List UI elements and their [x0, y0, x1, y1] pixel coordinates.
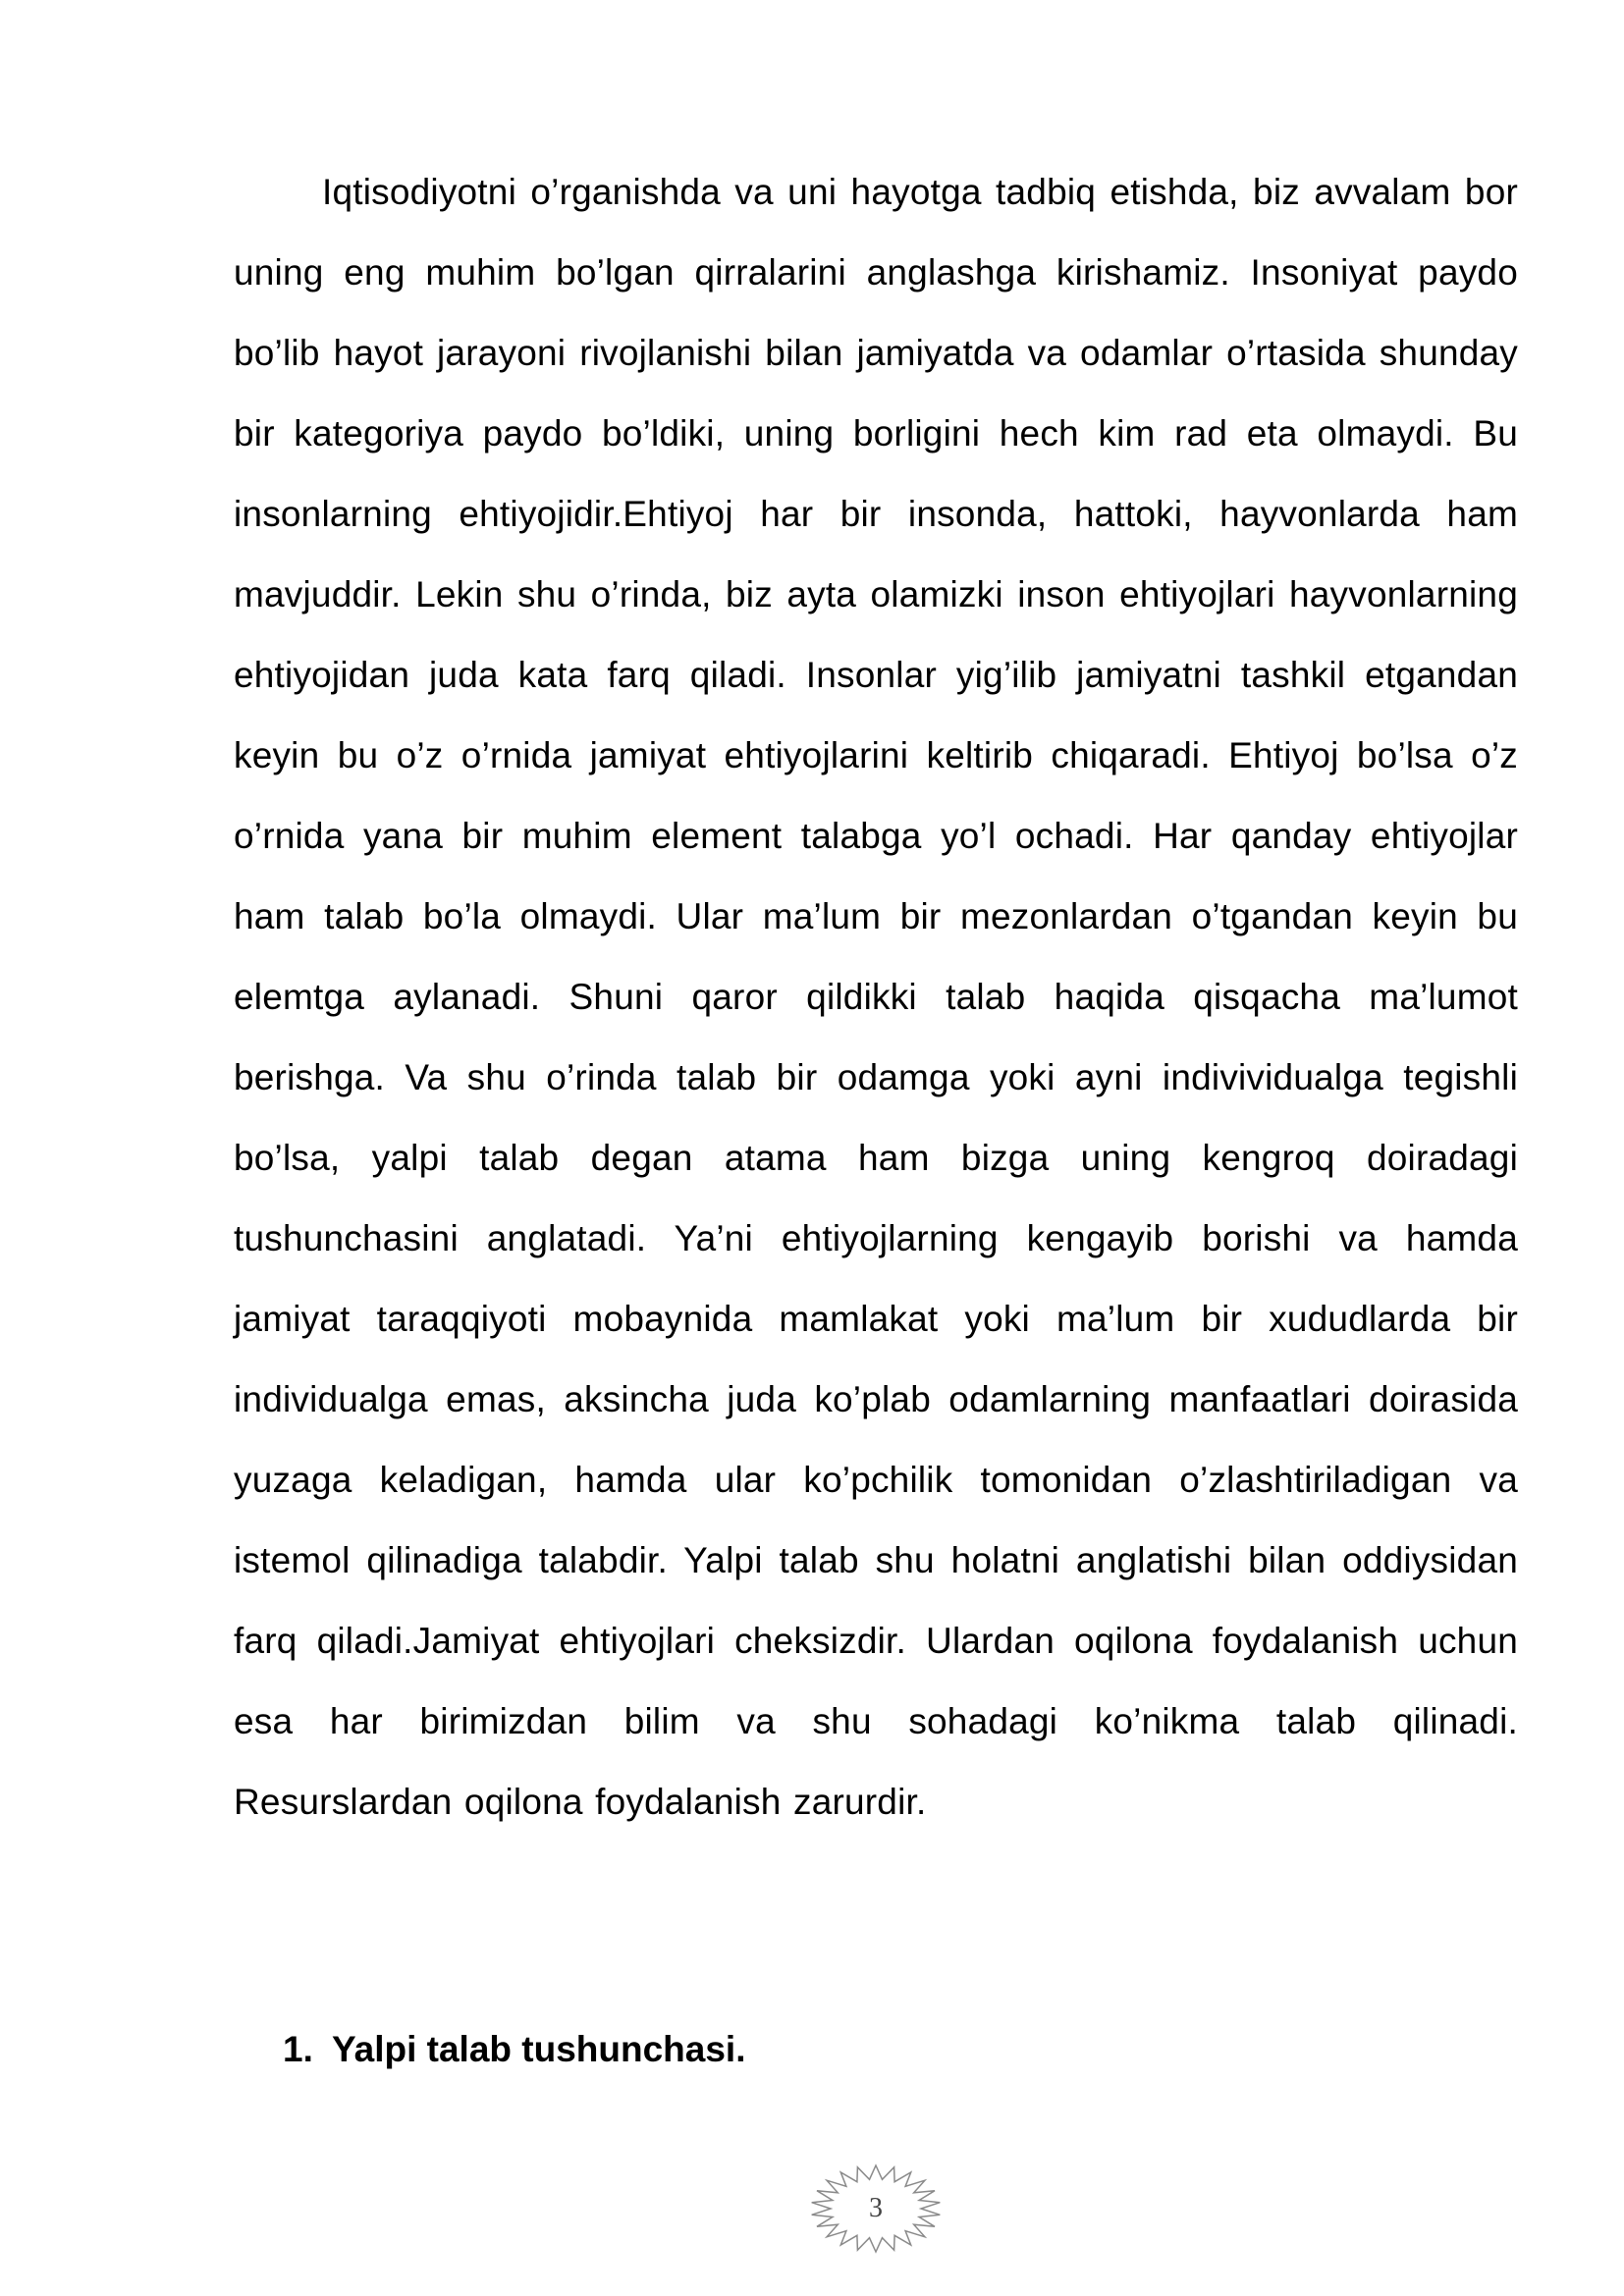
- body-paragraph: Iqtisodiyotni o’rganishda va uni hayotga tadbiq etishda, biz avvalam bor uning eng muhim bo’lgan qirralarini anglashga kirishamiz. Insoniyat paydo bo’lib hayot jarayoni rivojlanishi bilan jamiyatda va odamlar o’rtasida shunday bir kategoriya paydo bo’ldiki, uning borligini hech kim rad eta olmaydi. Bu insonlarning ehtiyojidir.Ehtiyoj har bir insonda, hattoki, hayvonlarda ham mavjuddir. Lekin shu o’rinda, biz ayta olamizki inson ehtiyojlari hayvonlarning ehtiyojidan juda kata farq qiladi. Insonlar yig’ilib jamiyatni tashkil etgandan keyin bu o’z o’rnida jamiyat ehtiyojlarini keltirib chiqaradi. Ehtiyoj bo’lsa o’z o’rnida yana bir muhim element talabga yo’l ochadi. Har qanday ehtiyojlar ham talab bo’la olmaydi. Ular ma’lum bir mezonlardan o’tgandan keyin bu elemtga aylanadi. Shuni qaror qildikki talab haqida qisqacha ma’lumot berishga. Va shu o’rinda talab bir odamga yoki ayni indivividualga tegishli bo’lsa, yalpi talab degan atama ham bizga uning kengroq doiradagi tushunchasini anglatadi. Ya’ni ehtiyojlarning kengayib borishi va hamda jamiyat taraqqiyoti mobaynida mamlakat yoki ma’lum bir xududlarda bir individualga emas, aksincha juda ko’plab odamlarning manfaatlari doirasida yuzaga keladigan, hamda ular ko’pchilik tomonidan o’zlashtiriladigan va istemol qilinadiga talabdir. Yalpi talab shu holatni anglatishi bilan oddiysidan farq qiladi.Jamiyat ehtiyojlari cheksizdir. Ulardan oqilona foydalanish uchun esa har birimizdan bilim va shu sohadagi ko’nikma talab qilinadi. Resurslardan oqilona foydalanish zarurdir.: [234, 172, 1518, 1822]
- section-heading: [283, 2020, 746, 2079]
- section-heading-number: 1.: [283, 2029, 313, 2069]
- page-number-badge: [807, 2160, 945, 2258]
- page-number: 3: [869, 2193, 883, 2223]
- section-heading-text: Yalpi talab tushunchasi.: [332, 2029, 746, 2069]
